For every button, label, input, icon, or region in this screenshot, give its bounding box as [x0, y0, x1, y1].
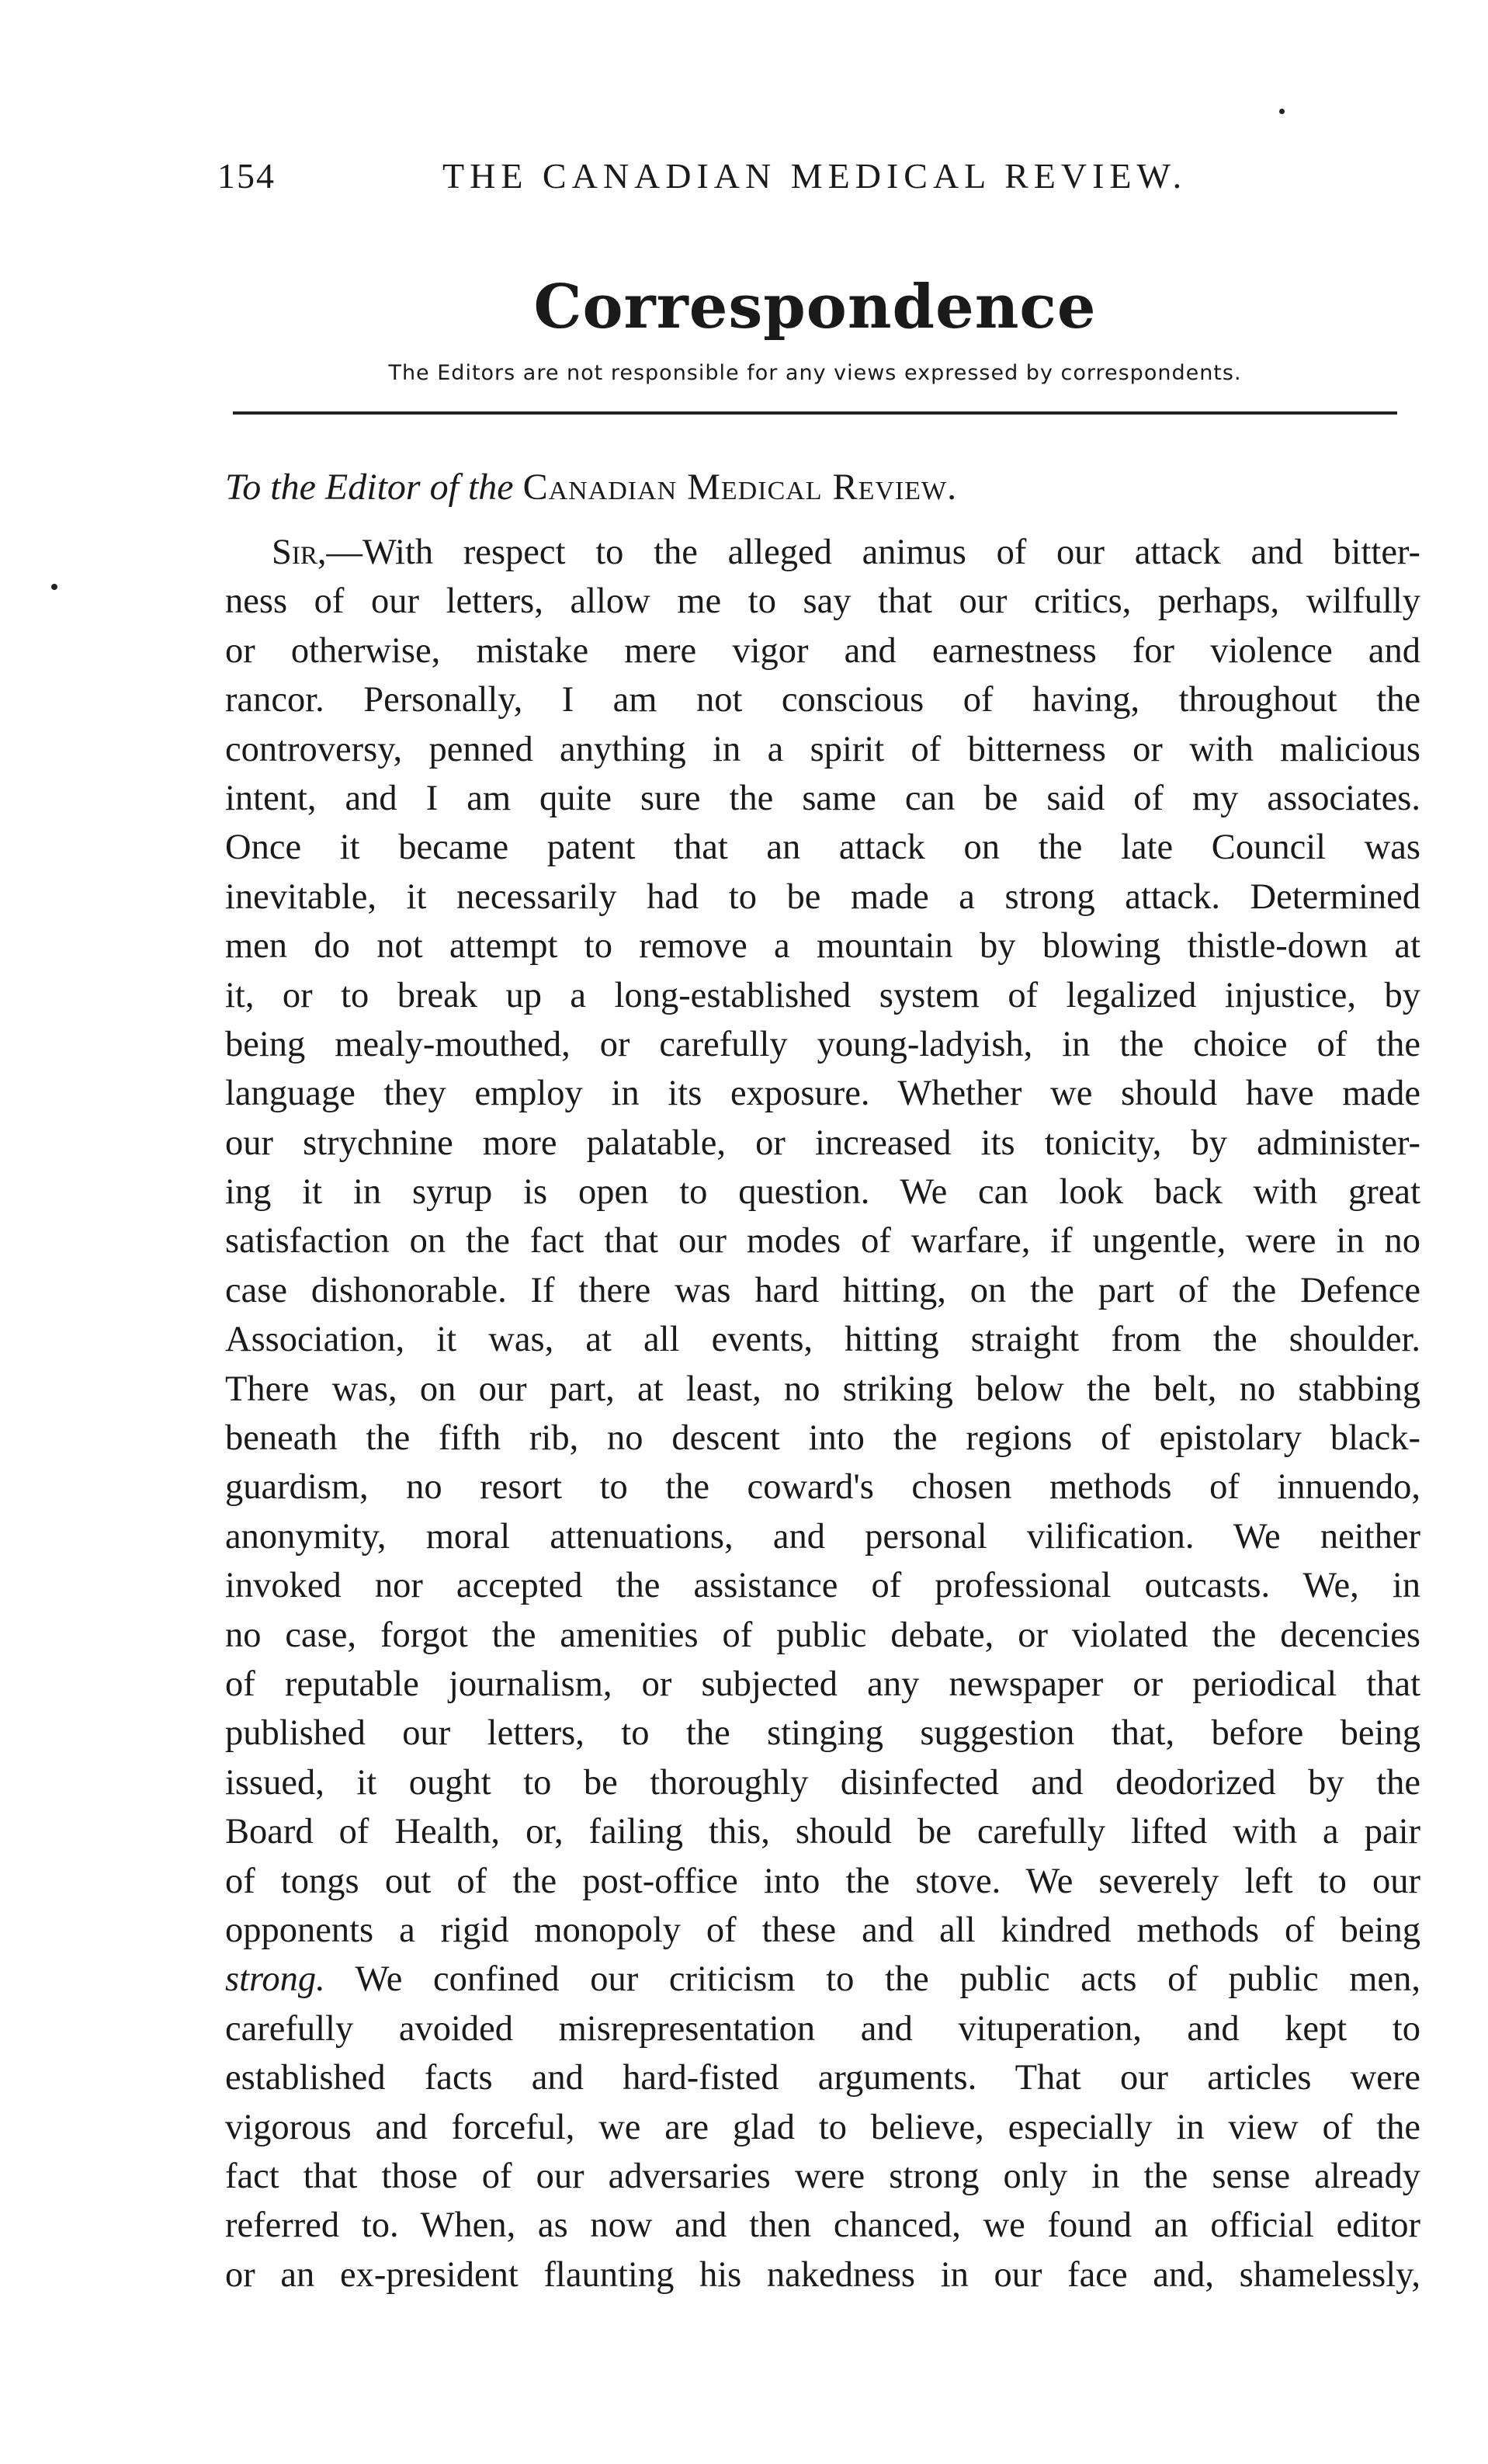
letter-line: ing it in syrup is open to question. We can look back with great	[225, 1172, 1420, 1213]
letter-line: men do not attempt to remove a mountain by blowing thistle-down at	[225, 926, 1420, 967]
horizontal-rule	[233, 411, 1397, 415]
letter-line: inevitable, it necessarily had to be made a strong attack. Determined	[225, 876, 1420, 917]
address-publication: Canadian Medical Review.	[522, 467, 958, 508]
letter-line: anonymity, moral attenuations, and personal vilification. We neither	[225, 1516, 1420, 1556]
letter-line: Association, it was, at all events, hitting straight from the shoulder.	[225, 1320, 1420, 1360]
letter-address	[225, 466, 957, 508]
letter-body	[225, 528, 1420, 2299]
letter-line: language they employ in its exposure. Whether we should have made	[225, 1074, 1420, 1114]
letter-line: ness of our letters, allow me to say that our critics, perhaps, wilfully	[225, 581, 1420, 622]
letter-line-text: We confined our criticism to the public acts of public men,	[324, 1959, 1420, 2000]
page-number: 154	[217, 156, 276, 196]
letter-line: issued, it ought to be thoroughly disinfected and deodorized by the	[225, 1762, 1420, 1803]
emphasized-word: strong.	[225, 1959, 325, 2000]
letter-line: Board of Health, or, failing this, should be carefully lifted with a pair	[225, 1812, 1420, 1852]
letter-line: case dishonorable. If there was hard hitting, on the part of the Defence	[225, 1270, 1420, 1310]
letter-line: referred to. When, as now and then chanced, we found an official editor	[225, 2205, 1420, 2246]
letter-line: published our letters, to the stinging suggestion that, before being	[225, 1713, 1420, 1754]
letter-line: our strychnine more palatable, or increased its tonicity, by administer-	[225, 1123, 1420, 1163]
letter-line: or an ex-president flaunting his nakedness in our face and, shamelessly,	[225, 2254, 1420, 2295]
letter-line-text: —With respect to the alleged animus of our attack and bitter-	[326, 533, 1420, 572]
letter-line: Once it became patent that an attack on the late Council was	[225, 828, 1420, 868]
letter-line: of tongs out of the post-office into the stove. We severely left to our	[225, 1861, 1420, 1901]
address-italic: To the Editor of the	[225, 467, 514, 508]
letter-line: no case, forgot the amenities of public debate, or violated the decencies	[225, 1615, 1420, 1655]
letter-line: controversy, penned anything in a spirit of bitterness or with malicious	[225, 729, 1420, 769]
letter-line: vigorous and forceful, we are glad to believe, especially in view of the	[225, 2107, 1420, 2147]
letter-line: There was, on our part, at least, no striking below the belt, no stabbing	[225, 1369, 1420, 1409]
section-heading: Correspondence	[533, 272, 1097, 342]
editor-disclaimer: The Editors are not responsible for any views expressed by correspondents.	[388, 361, 1242, 385]
letter-line: opponents a rigid monopoly of these and all kindred methods of being	[225, 1910, 1420, 1950]
letter-line: invoked nor accepted the assistance of professional outcasts. We, in	[225, 1566, 1420, 1606]
letter-line: satisfaction on the fact that our modes of warfare, if ungentle, were in no	[225, 1221, 1420, 1261]
letter-line: established facts and hard-fisted arguments. That our articles were	[225, 2058, 1420, 2098]
letter-line: it, or to break up a long-established system of legalized injustice, by	[225, 975, 1420, 1015]
print-speck	[51, 584, 57, 590]
letter-line: fact that those of our adversaries were strong only in the sense already	[225, 2156, 1420, 2196]
running-head	[217, 155, 1428, 210]
letter-line	[225, 528, 1420, 577]
letter-line: of reputable journalism, or subjected any newspaper or periodical that	[225, 1664, 1420, 1704]
letter-line	[225, 1955, 1420, 2004]
letter-line: being mealy-mouthed, or carefully young-ladyish, in the choice of the	[225, 1024, 1420, 1064]
letter-line: or otherwise, mistake mere vigor and earnestness for violence and	[225, 630, 1420, 671]
letter-line: guardism, no resort to the coward's chosen methods of innuendo,	[225, 1467, 1420, 1508]
letter-line: intent, and I am quite sure the same can be said of my associates.	[225, 778, 1420, 818]
salutation: Sir,	[272, 533, 327, 572]
letter-line: carefully avoided misrepresentation and vituperation, and kept to	[225, 2008, 1420, 2049]
print-speck	[1279, 109, 1285, 114]
letter-line: rancor. Personally, I am not conscious of having, throughout the	[225, 680, 1420, 720]
journal-title: THE CANADIAN MEDICAL REVIEW.	[442, 156, 1188, 196]
letter-line: beneath the fifth rib, no descent into the regions of epistolary black-	[225, 1418, 1420, 1459]
